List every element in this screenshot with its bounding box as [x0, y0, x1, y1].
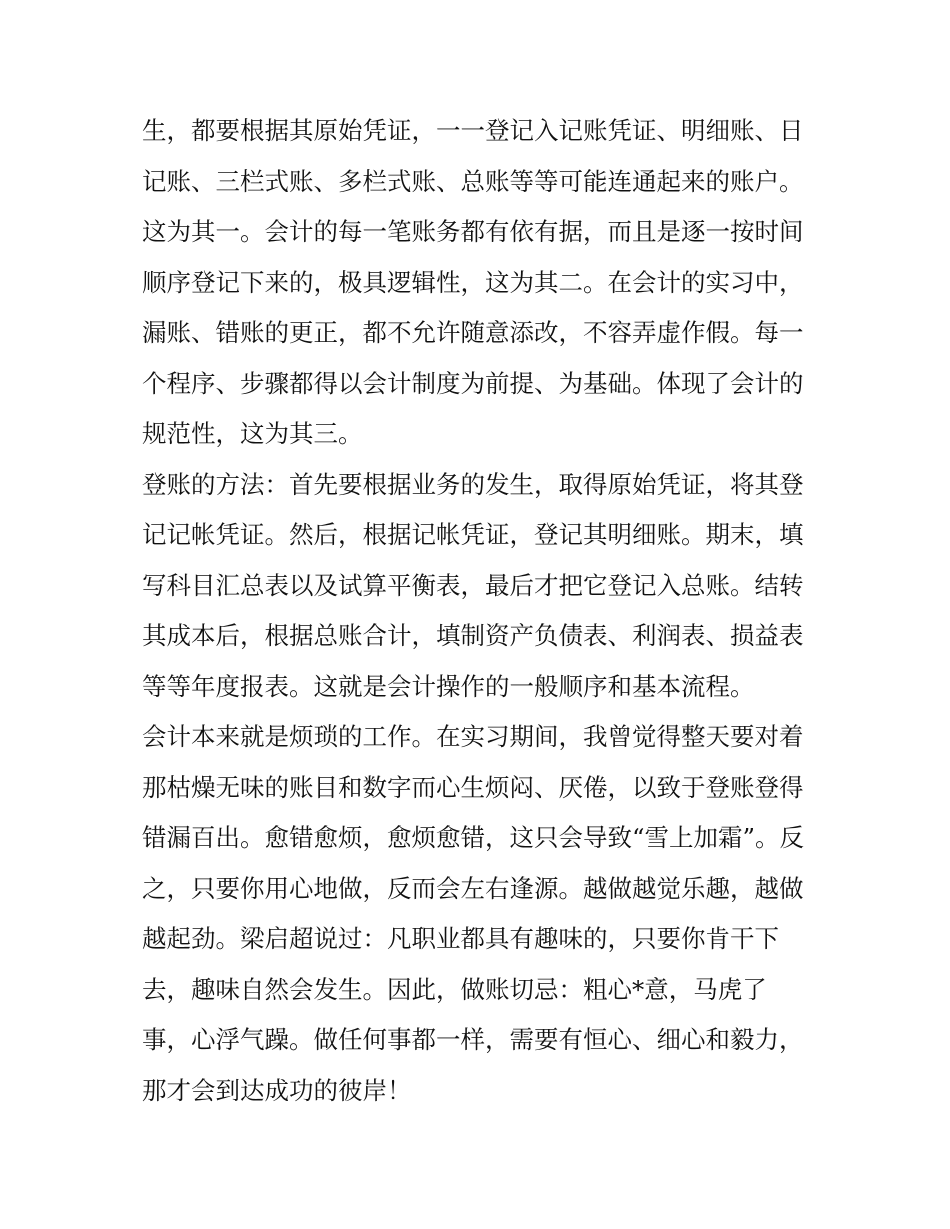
text-line: 这为其一。会计的每一笔账务都有依有据，而且是逐一按时间 [142, 217, 804, 246]
text-line: 那枯燥无味的账目和数字而心生烦闷、厌倦，以致于登账登得 [142, 772, 804, 802]
text-line: 写科目汇总表以及试算平衡表，最后才把它登记入总账。结转 [142, 570, 804, 600]
text-line: 去，趣味自然会发生。因此，做账切忌：粗心*意，马虎了 [142, 974, 767, 1004]
text-line: 那才会到达成功的彼岸！ [142, 1075, 412, 1105]
text-line: 越起劲。梁启超说过：凡职业都具有趣味的，只要你肯干下 [142, 924, 779, 953]
text-line: 记记帐凭证。然后，根据记帐凭证，登记其明细账。期末，填 [142, 520, 804, 549]
text-line: 登账的方法：首先要根据业务的发生，取得原始凭证，将其登 [142, 469, 804, 499]
text-line: 事，心浮气躁。做任何事都一样，需要有恒心、细心和毅力， [142, 1025, 804, 1054]
text-line: 之，只要你用心地做，反而会左右逢源。越做越觉乐趣，越做 [142, 873, 804, 903]
text-line: 错漏百出。愈错愈烦，愈烦愈错，这只会导致“雪上加霜”。反 [142, 823, 805, 852]
text-line: 漏账、错账的更正，都不允许随意添改，不容弄虚作假。每一 [142, 318, 804, 347]
text-line: 记账、三栏式账、多栏式账、总账等等可能连通起来的账户。 [142, 166, 804, 196]
text-line: 会计本来就是烦琐的工作。在实习期间，我曾觉得整天要对着 [142, 722, 804, 751]
text-line: 顺序登记下来的，极具逻辑性，这为其二。在会计的实习中， [142, 267, 804, 297]
text-line: 其成本后，根据总账合计，填制资产负债表、利润表、损益表 [142, 621, 804, 650]
text-line: 规范性，这为其三。 [142, 419, 363, 448]
body-text [142, 106, 822, 1116]
text-line: 生，都要根据其原始凭证，一一登记入记账凭证、明细账、日 [142, 116, 804, 145]
text-line: 个程序、步骤都得以会计制度为前提、为基础。体现了会计的 [142, 368, 804, 398]
text-line: 等等年度报表。这就是会计操作的一般顺序和基本流程。 [142, 671, 755, 701]
